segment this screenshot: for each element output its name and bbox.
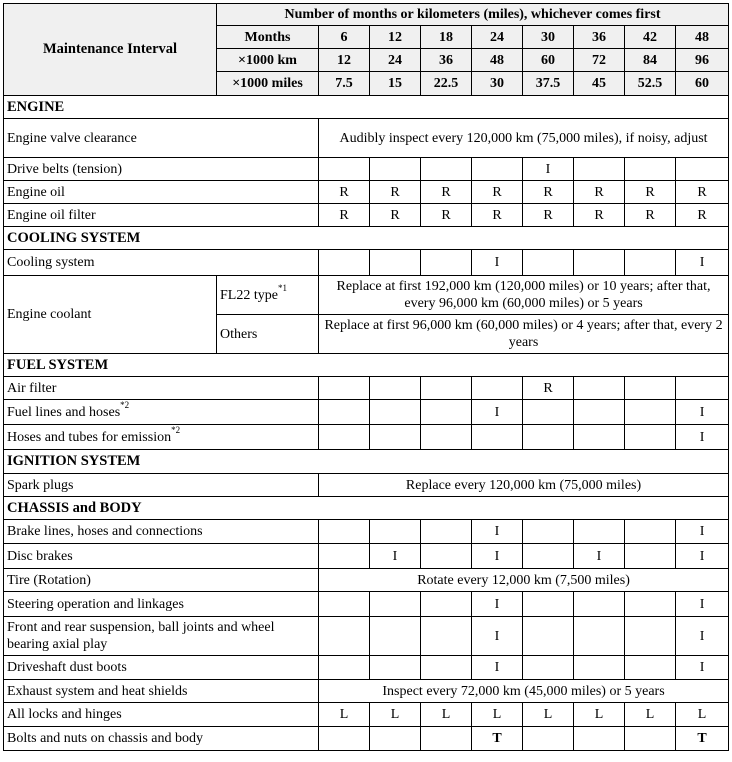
footnote-marker: *1 (277, 282, 287, 293)
row-hoses-emission (4, 425, 729, 450)
interval-cell: R (625, 204, 676, 227)
section-engine (4, 96, 729, 119)
item-label (4, 544, 319, 569)
interval-cell (370, 727, 421, 751)
interval-cell (472, 377, 523, 400)
coolant-type-label (217, 276, 319, 315)
row-steering (4, 592, 729, 617)
row-engine-valve-clearance (4, 119, 729, 158)
interval-cell (523, 727, 574, 751)
item-note: Replace at first 96,000 km (60,000 miles) or 4 years; after that, every 2 years (319, 315, 729, 354)
interval-cell (523, 250, 574, 276)
item-label-text: Front and rear suspension, ball joints and wheel bearing axial play (7, 620, 275, 652)
row-bolts-nuts (4, 727, 729, 751)
interval-cell (370, 656, 421, 680)
interval-cell (370, 425, 421, 450)
row-drive-belts (4, 158, 729, 181)
interval-cell: I (676, 400, 729, 425)
item-label (4, 727, 319, 751)
row-brake-lines (4, 520, 729, 544)
interval-cell (421, 727, 472, 751)
miles-label: ×1000 miles (217, 72, 319, 96)
item-note: Replace every 120,000 km (75,000 miles) (319, 474, 729, 497)
month-value: 6 (319, 26, 370, 49)
month-value: 12 (370, 26, 421, 49)
item-label (4, 181, 319, 204)
interval-cell (421, 520, 472, 544)
km-value: 24 (370, 49, 421, 72)
item-label-text: Air filter (7, 380, 57, 396)
interval-cell (319, 520, 370, 544)
row-spark-plugs (4, 474, 729, 497)
interval-cell (574, 520, 625, 544)
item-note: Replace at first 192,000 km (120,000 miles) or 10 years; after that, every 96,000 km (60,000 miles) or 5 years (319, 276, 729, 315)
item-note: Rotate every 12,000 km (7,500 miles) (319, 569, 729, 592)
interval-cell (319, 425, 370, 450)
interval-cell: R (472, 204, 523, 227)
km-value: 84 (625, 49, 676, 72)
interval-cell (421, 656, 472, 680)
interval-cell: I (676, 617, 729, 656)
interval-cell (574, 158, 625, 181)
interval-cell: R (319, 204, 370, 227)
item-label: Spark plugs (4, 474, 319, 497)
interval-cell (625, 727, 676, 751)
interval-cell: L (319, 703, 370, 727)
interval-cell: I (676, 656, 729, 680)
interval-cell: R (319, 181, 370, 204)
section-title: FUEL SYSTEM (4, 354, 729, 377)
item-label-text: Engine oil (7, 184, 65, 200)
km-value: 36 (421, 49, 472, 72)
interval-cell: R (574, 181, 625, 204)
item-label-text: Driveshaft dust boots (7, 660, 127, 675)
item-label (4, 204, 319, 227)
item-label (4, 703, 319, 727)
month-value: 24 (472, 26, 523, 49)
item-label-text: Cooling system (7, 255, 95, 270)
month-value: 42 (625, 26, 676, 49)
row-exhaust-system (4, 680, 729, 703)
interval-cell (523, 656, 574, 680)
interval-cell: R (676, 181, 729, 204)
miles-value: 60 (676, 72, 729, 96)
interval-cell: T (472, 727, 523, 751)
interval-cell (319, 656, 370, 680)
row-suspension (4, 617, 729, 656)
miles-value: 7.5 (319, 72, 370, 96)
miles-value: 37.5 (523, 72, 574, 96)
interval-cell (421, 592, 472, 617)
km-value: 60 (523, 49, 574, 72)
footnote-marker: *2 (120, 399, 130, 410)
row-tire-rotation (4, 569, 729, 592)
interval-cell (625, 425, 676, 450)
row-cooling-system (4, 250, 729, 276)
interval-cell (523, 617, 574, 656)
interval-cell: R (574, 204, 625, 227)
interval-cell: R (421, 181, 472, 204)
item-note: Inspect every 72,000 km (45,000 miles) or 5 years (319, 680, 729, 703)
interval-cell (319, 617, 370, 656)
interval-cell: I (676, 520, 729, 544)
interval-cell (574, 592, 625, 617)
interval-cell (625, 400, 676, 425)
item-label (4, 617, 319, 656)
interval-cell (676, 158, 729, 181)
interval-cell (574, 617, 625, 656)
coolant-type-label: Others (217, 315, 319, 354)
section-fuel-system (4, 354, 729, 377)
interval-cell: I (523, 158, 574, 181)
interval-cell (421, 617, 472, 656)
interval-cell: R (523, 204, 574, 227)
interval-cell (472, 425, 523, 450)
interval-cell: I (472, 617, 523, 656)
interval-cell (370, 592, 421, 617)
item-label (4, 656, 319, 680)
interval-cell (421, 377, 472, 400)
interval-cell: R (523, 377, 574, 400)
interval-cell (319, 400, 370, 425)
item-label: Exhaust system and heat shields (4, 680, 319, 703)
interval-cell: L (523, 703, 574, 727)
item-label (4, 400, 319, 425)
coolant-type-text: FL22 type (220, 287, 278, 303)
interval-cell: I (676, 425, 729, 450)
interval-cell (421, 425, 472, 450)
interval-cell (370, 520, 421, 544)
interval-cell (574, 250, 625, 276)
interval-cell: T (676, 727, 729, 751)
item-label-text: Engine oil filter (7, 207, 96, 223)
interval-cell (319, 727, 370, 751)
interval-cell (370, 377, 421, 400)
interval-cell (625, 617, 676, 656)
item-note: Audibly inspect every 120,000 km (75,000 miles), if noisy, adjust (319, 119, 729, 158)
interval-cell (370, 250, 421, 276)
item-label: Engine coolant (4, 276, 217, 354)
interval-cell (574, 727, 625, 751)
interval-cell (625, 592, 676, 617)
item-label (4, 520, 319, 544)
interval-cell: I (472, 400, 523, 425)
interval-cell: R (523, 181, 574, 204)
section-ignition-system (4, 450, 729, 474)
item-label-text: Fuel lines and hoses (7, 404, 121, 420)
months-label: Months (217, 26, 319, 49)
interval-cell (523, 592, 574, 617)
interval-cell (523, 544, 574, 569)
interval-cell (574, 656, 625, 680)
month-value: 36 (574, 26, 625, 49)
interval-cell: R (370, 181, 421, 204)
km-value: 48 (472, 49, 523, 72)
interval-cell: L (472, 703, 523, 727)
miles-value: 52.5 (625, 72, 676, 96)
interval-cell (319, 592, 370, 617)
section-title: CHASSIS and BODY (4, 497, 729, 520)
km-value: 72 (574, 49, 625, 72)
interval-cell (523, 520, 574, 544)
interval-cell (421, 400, 472, 425)
miles-value: 22.5 (421, 72, 472, 96)
interval-cell: I (676, 544, 729, 569)
row-air-filter (4, 377, 729, 400)
item-label (4, 250, 319, 276)
interval-cell (319, 250, 370, 276)
footnote-marker: *2 (171, 424, 181, 435)
item-label: Tire (Rotation) (4, 569, 319, 592)
miles-value: 45 (574, 72, 625, 96)
interval-cell: I (676, 592, 729, 617)
interval-cell (319, 377, 370, 400)
header-row-caption (4, 4, 729, 26)
interval-cell (472, 158, 523, 181)
interval-cell: L (574, 703, 625, 727)
interval-cell: L (676, 703, 729, 727)
item-label-text: All locks and hinges (7, 707, 122, 722)
item-label (4, 592, 319, 617)
section-title: ENGINE (4, 96, 729, 119)
row-driveshaft (4, 656, 729, 680)
item-label: Engine valve clearance (4, 119, 319, 158)
interval-cell (625, 377, 676, 400)
interval-cell: I (472, 250, 523, 276)
interval-cell (676, 377, 729, 400)
row-engine-oil (4, 181, 729, 204)
interval-cell (370, 400, 421, 425)
interval-cell: I (472, 520, 523, 544)
month-value: 48 (676, 26, 729, 49)
month-value: 30 (523, 26, 574, 49)
interval-cell (421, 158, 472, 181)
interval-cell (421, 250, 472, 276)
interval-cell (574, 425, 625, 450)
km-label: ×1000 km (217, 49, 319, 72)
miles-value: 15 (370, 72, 421, 96)
interval-cell (370, 158, 421, 181)
km-value: 12 (319, 49, 370, 72)
month-value: 18 (421, 26, 472, 49)
item-label (4, 158, 319, 181)
km-value: 96 (676, 49, 729, 72)
section-cooling-system (4, 227, 729, 250)
interval-cell: R (676, 204, 729, 227)
item-label-text: Hoses and tubes for emission (7, 429, 172, 445)
item-label (4, 377, 319, 400)
row-disc-brakes (4, 544, 729, 569)
interval-cell (523, 400, 574, 425)
interval-cell (625, 544, 676, 569)
interval-cell (625, 250, 676, 276)
row-locks-hinges (4, 703, 729, 727)
row-fuel-lines (4, 400, 729, 425)
interval-cell: I (370, 544, 421, 569)
item-label-text: Drive belts (tension) (7, 161, 123, 177)
interval-cell (574, 377, 625, 400)
interval-cell: R (421, 204, 472, 227)
interval-cell: I (472, 544, 523, 569)
maintenance-schedule-table (3, 3, 729, 751)
interval-cell (574, 400, 625, 425)
interval-caption: Number of months or kilometers (miles), whichever comes first (217, 4, 729, 26)
interval-cell (625, 158, 676, 181)
interval-cell: L (421, 703, 472, 727)
item-label-text: Brake lines, hoses and connections (7, 524, 203, 539)
interval-cell: R (625, 181, 676, 204)
interval-cell: I (574, 544, 625, 569)
section-title: IGNITION SYSTEM (4, 450, 729, 474)
row-engine-oil-filter (4, 204, 729, 227)
interval-cell (625, 520, 676, 544)
item-label-text: Bolts and nuts on chassis and body (7, 731, 203, 746)
interval-cell: R (472, 181, 523, 204)
interval-cell: R (370, 204, 421, 227)
interval-cell: L (625, 703, 676, 727)
interval-cell (319, 544, 370, 569)
interval-cell (370, 617, 421, 656)
interval-cell (421, 544, 472, 569)
row-engine-coolant-fl22 (4, 276, 729, 315)
interval-cell: I (472, 592, 523, 617)
interval-cell (625, 656, 676, 680)
interval-cell (319, 158, 370, 181)
maintenance-interval-header: Maintenance Interval (4, 4, 217, 96)
interval-cell: L (370, 703, 421, 727)
section-title: COOLING SYSTEM (4, 227, 729, 250)
interval-cell (523, 425, 574, 450)
interval-cell: I (676, 250, 729, 276)
section-chassis-and-body (4, 497, 729, 520)
interval-cell: I (472, 656, 523, 680)
item-label-text: Steering operation and linkages (7, 596, 184, 612)
item-label (4, 425, 319, 450)
miles-value: 30 (472, 72, 523, 96)
item-label-text: Disc brakes (7, 548, 73, 564)
